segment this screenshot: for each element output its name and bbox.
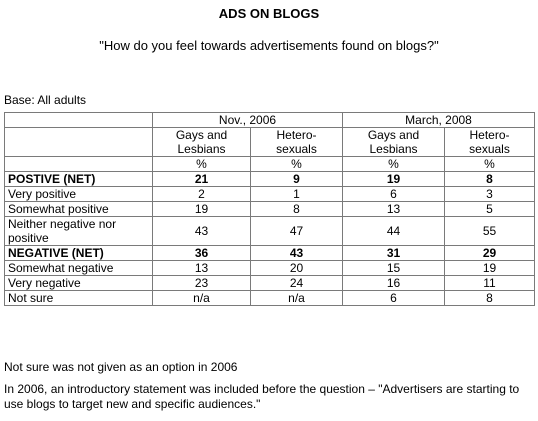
group-header: Gays and Lesbians <box>343 128 445 157</box>
value-cell: 6 <box>343 291 445 306</box>
value-cell: 24 <box>251 276 343 291</box>
table-row <box>5 217 535 246</box>
period-header-row <box>5 113 535 128</box>
value-cell: n/a <box>153 291 251 306</box>
value-cell: 20 <box>251 261 343 276</box>
table-row <box>5 291 535 306</box>
value-cell: 19 <box>343 172 445 187</box>
table-row <box>5 276 535 291</box>
value-cell: n/a <box>251 291 343 306</box>
row-label: Somewhat positive <box>5 202 153 217</box>
value-cell: 19 <box>153 202 251 217</box>
value-cell: 5 <box>445 202 535 217</box>
unit-cell: % <box>343 157 445 172</box>
value-cell: 43 <box>251 246 343 261</box>
unit-row <box>5 157 535 172</box>
group-header: Hetero-sexuals <box>445 128 535 157</box>
row-label: NEGATIVE (NET) <box>5 246 153 261</box>
table-row <box>5 202 535 217</box>
footnote: In 2006, an introductory statement was included before the question – "Advertisers are starting to use blogs to target new and specific audiences." <box>4 382 520 411</box>
value-cell: 23 <box>153 276 251 291</box>
table-row <box>5 172 535 187</box>
row-label: Very positive <box>5 187 153 202</box>
value-cell: 43 <box>153 217 251 246</box>
value-cell: 8 <box>251 202 343 217</box>
corner-cell <box>5 113 153 128</box>
table-row <box>5 187 535 202</box>
value-cell: 47 <box>251 217 343 246</box>
value-cell: 29 <box>445 246 535 261</box>
value-cell: 21 <box>153 172 251 187</box>
value-cell: 8 <box>445 291 535 306</box>
group-header: Gays and Lesbians <box>153 128 251 157</box>
table-row <box>5 246 535 261</box>
period-header: Nov., 2006 <box>153 113 343 128</box>
value-cell: 13 <box>343 202 445 217</box>
value-cell: 19 <box>445 261 535 276</box>
value-cell: 44 <box>343 217 445 246</box>
value-cell: 6 <box>343 187 445 202</box>
row-label: Not sure <box>5 291 153 306</box>
value-cell: 11 <box>445 276 535 291</box>
value-cell: 13 <box>153 261 251 276</box>
group-header-row <box>5 128 535 157</box>
row-label: Very negative <box>5 276 153 291</box>
value-cell: 55 <box>445 217 535 246</box>
value-cell: 36 <box>153 246 251 261</box>
unit-cell: % <box>251 157 343 172</box>
value-cell: 3 <box>445 187 535 202</box>
row-label: Somewhat negative <box>5 261 153 276</box>
value-cell: 16 <box>343 276 445 291</box>
value-cell: 1 <box>251 187 343 202</box>
page-title: ADS ON BLOGS <box>218 6 320 21</box>
value-cell: 2 <box>153 187 251 202</box>
value-cell: 15 <box>343 261 445 276</box>
group-header: Hetero-sexuals <box>251 128 343 157</box>
unit-cell: % <box>445 157 535 172</box>
value-cell: 8 <box>445 172 535 187</box>
survey-question: "How do you feel towards advertisements found on blogs?" <box>99 38 439 53</box>
unit-cell: % <box>153 157 251 172</box>
results-table <box>4 112 535 306</box>
footnote: Not sure was not given as an option in 2006 <box>4 360 238 374</box>
table-row <box>5 261 535 276</box>
period-header: March, 2008 <box>343 113 535 128</box>
row-label: Neither negative nor positive <box>5 217 153 246</box>
corner-cell <box>5 157 153 172</box>
corner-cell <box>5 128 153 157</box>
row-label: POSTIVE (NET) <box>5 172 153 187</box>
base-label: Base: All adults <box>4 93 87 107</box>
value-cell: 9 <box>251 172 343 187</box>
value-cell: 31 <box>343 246 445 261</box>
